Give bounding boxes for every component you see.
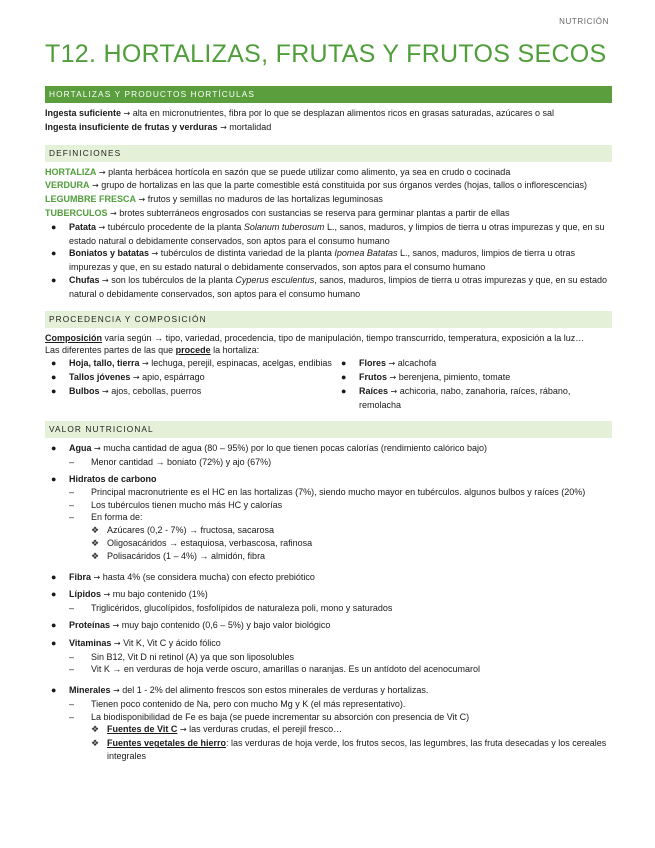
- term: Lípidos: [69, 589, 101, 600]
- arrow-icon: →: [94, 444, 101, 454]
- species-name: Cyperus esculentus: [235, 274, 315, 285]
- arrow-icon: →: [138, 195, 146, 205]
- list-item: [45, 274, 612, 301]
- term: Patata: [69, 221, 97, 232]
- bullet-icon: ●: [51, 637, 57, 648]
- sub-sub-item: [45, 537, 612, 550]
- bullet-icon: ●: [51, 385, 57, 396]
- bullet-icon: ●: [341, 385, 347, 396]
- arrow-icon: →: [389, 372, 397, 382]
- section-heading-hortalizas: HORTALIZAS Y PRODUCTOS HORTÍCULAS: [45, 86, 612, 103]
- term: Bulbos: [69, 385, 100, 396]
- bullet-icon: ●: [51, 358, 57, 369]
- text: Vit K, Vit C y ácido fólico: [123, 637, 221, 648]
- sub-item: [45, 456, 612, 469]
- diamond-bullet-icon: ❖: [91, 525, 100, 536]
- list-item: [45, 221, 612, 248]
- arrow-icon: →: [98, 167, 106, 177]
- sub-item: [45, 711, 612, 724]
- definition-line: [45, 179, 612, 193]
- definition-line: [45, 166, 612, 180]
- sub-item: [45, 499, 612, 512]
- text-line: [45, 121, 612, 135]
- term: Flores: [359, 358, 387, 369]
- arrow-icon: →: [132, 372, 140, 382]
- text: En forma de:: [91, 512, 143, 523]
- bullet-icon: ●: [51, 619, 57, 630]
- text-line: [45, 332, 612, 345]
- term: Ingesta suficiente: [45, 108, 122, 118]
- text-line: [45, 107, 612, 121]
- term: Ingesta insuficiente de frutas y verduras: [45, 121, 218, 132]
- bullet-icon: ●: [51, 371, 57, 382]
- definition-text: frutos y semillas no maduros de las hortalizas leguminosas: [147, 194, 383, 205]
- arrow-icon: →: [93, 572, 101, 582]
- arrow-icon: →: [179, 725, 187, 735]
- text: Sin B12, Vit D ni retinol (A) ya que son liposolubles: [91, 651, 294, 662]
- dash-icon: –: [69, 499, 75, 510]
- term: Chufas: [69, 274, 100, 285]
- text-line: [45, 344, 612, 357]
- list-item: [45, 684, 612, 698]
- term: Raíces: [359, 385, 389, 396]
- text: alcachofa: [397, 358, 437, 369]
- text: del 1 - 2% del alimento frescos son estos minerales de verduras y hortalizas.: [122, 685, 429, 696]
- list-item: [45, 571, 612, 585]
- dash-icon: –: [69, 664, 75, 675]
- sub-item: [45, 511, 612, 524]
- text: Polisacáridos (1 – 4%) → almidón, fibra: [107, 550, 266, 561]
- definition-term: HORTALIZA: [45, 166, 97, 177]
- text: Menor cantidad → boniato (72%) y ajo (67%): [91, 457, 272, 468]
- text: L., sanos, maduros, y limpios de tierra u otras impurezas y que, en su estado natural o debidamente conservados, son aptos para el consumo humano: [69, 221, 605, 246]
- definition-term: TUBERCULOS: [45, 207, 108, 218]
- sub-item: [45, 651, 612, 664]
- text: la hortaliza:: [213, 345, 260, 356]
- section-heading-valor-nutricional: VALOR NUTRICIONAL: [45, 421, 612, 438]
- text: son los tubérculos de la planta: [111, 274, 233, 285]
- arrow-icon: →: [102, 386, 109, 396]
- text: Los tubérculos tienen mucho más HC y calorías: [91, 499, 283, 510]
- text: Azúcares (0,2 - 7%) → fructosa, sacarosa: [107, 525, 275, 536]
- text: muy bajo contenido (0,6 – 5%) y bajo valor biológico: [121, 619, 331, 630]
- term: Fuentes de Vit C: [107, 724, 178, 735]
- term: Tallos jóvenes: [69, 371, 131, 382]
- text: Las diferentes partes de las que: [45, 345, 174, 356]
- text: alta en micronutrientes, fibra por lo que se desplazan alimentos ricos en grasas saturadas, azúcares o sal: [132, 108, 554, 118]
- definition-line: [45, 193, 612, 207]
- term: Proteínas: [69, 619, 111, 630]
- text: lechuga, perejil, espinacas, acelgas, endibias: [151, 358, 332, 369]
- dash-icon: –: [69, 603, 75, 614]
- text: , sanos, maduros, limpios de tierra u otras impurezas y que, en su estado natural o debidamente conservados, son aptos para el consumo humano: [69, 274, 608, 299]
- sub-item: [45, 698, 612, 711]
- dash-icon: –: [69, 486, 75, 497]
- bullet-icon: ●: [51, 248, 57, 259]
- arrow-icon: →: [142, 359, 149, 369]
- term: Hidratos de carbono: [69, 473, 157, 484]
- bullet-icon: ●: [341, 358, 347, 369]
- list-item: [45, 473, 612, 486]
- term: Vitaminas: [69, 637, 112, 648]
- list-item: [45, 588, 612, 602]
- dash-icon: –: [69, 512, 75, 523]
- text: Principal macronutriente es el HC en las hortalizas (7%), siendo mucho mayor en tubérculos. algunos bulbos y raíces (20%): [91, 486, 586, 497]
- text: ajos, cebollas, puerros: [111, 385, 202, 396]
- arrow-icon: →: [98, 222, 106, 232]
- section-heading-procedencia: PROCEDENCIA Y COMPOSICIÓN: [45, 311, 612, 328]
- dash-icon: –: [69, 698, 75, 709]
- species-name: Ipomea Batatas: [334, 248, 398, 259]
- diamond-bullet-icon: ❖: [91, 738, 100, 749]
- list-item: [335, 371, 595, 385]
- term: Fibra: [69, 571, 92, 582]
- list-item: [335, 357, 595, 371]
- page-header-label: NUTRICIÓN: [559, 17, 609, 26]
- parts-column-right: [335, 357, 595, 411]
- list-item: [45, 637, 612, 651]
- term: Fuentes vegetales de hierro: [107, 738, 227, 749]
- text: Triglicéridos, glucolípidos, fosfolípidos de naturaleza poli, mono y saturados: [91, 603, 393, 614]
- sub-item: [45, 486, 612, 499]
- bullet-icon: ●: [51, 473, 57, 484]
- arrow-icon: →: [388, 359, 396, 369]
- sub-item: [45, 602, 612, 615]
- list-item: [45, 357, 335, 371]
- definition-text: planta herbácea hortícola en sazón que se puede utilizar como alimento, ya sea en crudo o cocinada: [108, 166, 511, 177]
- bullet-icon: ●: [51, 571, 57, 582]
- arrow-icon: →: [112, 620, 120, 630]
- text: L., sanos, maduros, limpios de tierra u otras impurezas y que, en su estado natural o debidamente conservados, son aptos para el consumo humano: [69, 248, 576, 273]
- arrow-icon: →: [113, 686, 120, 696]
- section-heading-definiciones: DEFINICIONES: [45, 145, 612, 162]
- sub-sub-item: [45, 550, 612, 563]
- bullet-icon: ●: [51, 274, 57, 285]
- text: Vit K → en verduras de hoja verde oscuro, amarillas o naranjas. Es un antídoto del acenocumarol: [91, 664, 481, 675]
- definition-line: [45, 207, 612, 221]
- text: mucha cantidad de agua (80 – 95%) por lo que tienen pocas calorías (rendimiento calórico bajo): [103, 443, 487, 454]
- definition-term: VERDURA: [45, 180, 90, 191]
- list-item: [45, 247, 612, 274]
- text: Tienen poco contenido de Na, pero con mucho Mg y K (el más representativo).: [91, 698, 406, 709]
- diamond-bullet-icon: ❖: [91, 724, 100, 735]
- definition-text: grupo de hortalizas en las que la parte comestible está constituida por sus órganos verdes (hojas, tallos o inflorescencias): [101, 180, 588, 191]
- parts-column-left: [45, 357, 335, 411]
- text: las verduras crudas, el perejil fresco…: [189, 724, 343, 735]
- term: Composición: [45, 332, 103, 343]
- bullet-icon: ●: [51, 589, 57, 600]
- sub-sub-item: [45, 524, 612, 537]
- diamond-bullet-icon: ❖: [91, 537, 100, 548]
- sub-sub-item: [45, 737, 612, 763]
- text: achicoria, nabo, zanahoria, raíces, rábano, remolacha: [359, 385, 571, 410]
- arrow-icon: →: [390, 386, 398, 396]
- bullet-icon: ●: [341, 371, 347, 382]
- diamond-bullet-icon: ❖: [91, 550, 100, 561]
- text: mortalidad: [229, 121, 272, 132]
- text: mu bajo contenido (1%): [112, 589, 208, 600]
- parts-columns: [45, 357, 612, 411]
- term: procede: [175, 345, 211, 356]
- species-name: Solanum tuberosum: [243, 221, 325, 232]
- dash-icon: –: [69, 457, 75, 468]
- bullet-icon: ●: [51, 685, 57, 696]
- definition-term: LEGUMBRE FRESCA: [45, 194, 137, 205]
- bullet-icon: ●: [51, 221, 57, 232]
- sub-sub-item: [45, 723, 612, 737]
- list-item: [45, 442, 612, 456]
- term: Minerales: [69, 685, 111, 696]
- arrow-icon: →: [102, 275, 109, 285]
- text: varía según → tipo, variedad, procedencia, tipo de manipulación, tiempo transcurrido, temperatura, exposición a la luz…: [104, 332, 585, 343]
- term: Boniatos y batatas: [69, 248, 150, 259]
- dash-icon: –: [69, 711, 75, 722]
- arrow-icon: →: [113, 638, 121, 648]
- arrow-icon: →: [123, 109, 131, 118]
- arrow-icon: →: [151, 249, 159, 259]
- arrow-icon: →: [110, 208, 117, 218]
- term: Agua: [69, 443, 92, 454]
- arrow-icon: →: [92, 181, 99, 191]
- list-item: [335, 385, 595, 412]
- list-item: [45, 385, 335, 399]
- text: berenjena, pimiento, tomate: [398, 371, 511, 382]
- text: : las verduras de hoja verde, los frutos secos, las legumbres, las fruta desecadas y los cereales integrales: [107, 738, 607, 762]
- arrow-icon: →: [103, 590, 111, 600]
- text: Oligosacáridos → estaquiosa, verbascosa, rafinosa: [107, 537, 313, 548]
- document-body: [45, 84, 612, 763]
- page-title: T12. HORTALIZAS, FRUTAS Y FRUTOS SECOS: [45, 40, 607, 68]
- arrow-icon: →: [220, 122, 227, 132]
- definition-text: brotes subterráneos engrosados con sustancias se reserva para germinar plantas a partir de ellas: [119, 207, 510, 218]
- text: tubérculos de distinta variedad de la planta: [160, 248, 332, 259]
- text: La biodisponibilidad de Fe es baja (se puede incrementar su absorción con presencia de Vit C): [91, 711, 470, 722]
- text: hasta 4% (se considera mucha) con efecto prebiótico: [102, 571, 315, 582]
- list-item: [45, 619, 612, 633]
- term: Frutos: [359, 371, 387, 382]
- list-item: [45, 371, 335, 385]
- bullet-icon: ●: [51, 443, 57, 454]
- text: apio, espárrago: [142, 371, 205, 382]
- sub-item: [45, 663, 612, 676]
- dash-icon: –: [69, 651, 75, 662]
- text: tubérculo procedente de la planta: [107, 221, 242, 232]
- term: Hoja, tallo, tierra: [69, 358, 140, 369]
